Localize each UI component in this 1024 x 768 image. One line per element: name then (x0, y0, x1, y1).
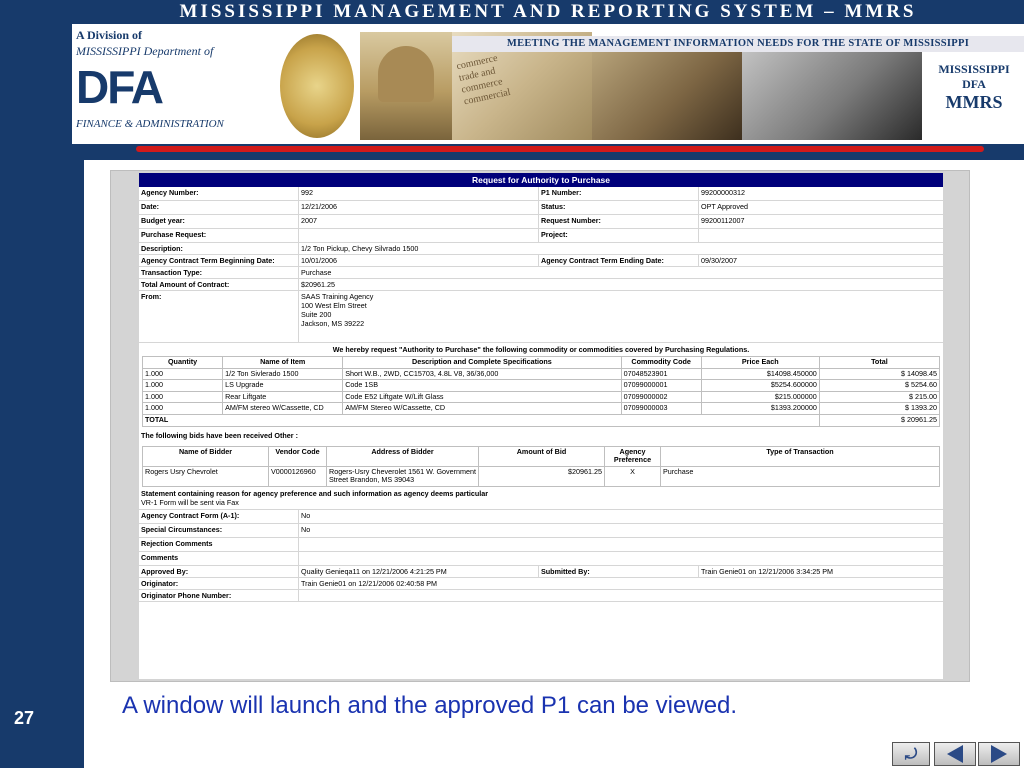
items-total-value: $ 20961.25 (819, 414, 939, 426)
header-value: 99200000312 (701, 188, 745, 197)
bids-table (142, 446, 940, 487)
footer-label: Rejection Comments (139, 538, 299, 551)
header-row (139, 229, 943, 243)
tagline: MEETING THE MANAGEMENT INFORMATION NEEDS FOR THE STATE OF MISSISSIPPI (452, 36, 1024, 52)
from-row (139, 291, 943, 343)
mmrs-logo-state: MISSISSIPPI (938, 62, 1010, 76)
item-row (143, 380, 940, 392)
phone-value (299, 590, 943, 601)
header-label: Purchase Request: (139, 229, 299, 242)
bids-header: Agency Preference (605, 446, 661, 466)
item-row (143, 403, 940, 415)
form-title: Request for Authority to Purchase (139, 173, 943, 187)
item-cell: $ 14098.45 (819, 368, 939, 380)
approved-value: Quality Genieqa11 on 12/21/2006 4:21:25 PM (299, 566, 539, 577)
term-end-value: 09/30/2007 (701, 256, 737, 265)
footer-value: No (301, 510, 311, 520)
items-header: Name of Item (223, 357, 343, 369)
statement-block (139, 487, 943, 510)
from-line: Suite 200 (301, 310, 332, 319)
header-value: 12/21/2006 (299, 201, 539, 214)
from-label: From: (139, 291, 299, 342)
term-row (139, 255, 943, 267)
bid-cell: V0000126960 (269, 466, 327, 486)
arrow-left-icon (947, 745, 963, 763)
bids-header: Vendor Code (269, 446, 327, 466)
footer-value (299, 552, 943, 565)
item-cell: 07099000002 (621, 391, 701, 403)
header-row (139, 187, 943, 201)
capitol-dome-icon (378, 46, 434, 102)
item-cell: $5254.600000 (701, 380, 819, 392)
items-body (143, 368, 940, 414)
item-cell: $14098.450000 (701, 368, 819, 380)
item-cell: AM/FM stereo W/Cassette, CD (223, 403, 343, 415)
header-label: Date: (139, 201, 299, 214)
item-cell: 07099000003 (621, 403, 701, 415)
bids-header: Amount of Bid (479, 446, 605, 466)
item-cell: $ 5254.60 (819, 380, 939, 392)
items-total-row (143, 414, 940, 426)
dept-label: MISSISSIPPI Department of (76, 44, 214, 58)
footer-row (139, 552, 943, 566)
description-value: 1/2 Ton Pickup, Chevy Silvrado 1500 (301, 244, 419, 253)
from-value (299, 291, 943, 342)
submitted-value: Train Genie01 on 12/21/2006 3:34:25 PM (701, 566, 833, 576)
mmrs-logo-mmrs: MMRS (945, 92, 1003, 112)
items-header: Commodity Code (621, 357, 701, 369)
term-begin-label: Agency Contract Term Beginning Date: (139, 255, 299, 266)
item-cell: $ 1393.20 (819, 403, 939, 415)
footer-row (139, 510, 943, 524)
transaction-label: Transaction Type: (139, 267, 299, 278)
purchase-form (139, 173, 943, 679)
item-cell: 1.000 (143, 368, 223, 380)
footer-value (299, 538, 943, 551)
mmrs-logo-dfa: DFA (962, 77, 986, 91)
header-label: Budget year: (139, 215, 299, 228)
item-cell: $ 215.00 (819, 391, 939, 403)
handshake-photo (592, 52, 742, 140)
item-cell: 07048523901 (621, 368, 701, 380)
submitted-label: Submitted By: (539, 566, 699, 577)
header-row (139, 201, 943, 215)
finance-label: FINANCE & ADMINISTRATION (76, 118, 224, 130)
dfa-logo: DFA (76, 61, 162, 113)
from-line: Jackson, MS 39222 (301, 319, 365, 328)
bids-header: Address of Bidder (327, 446, 479, 466)
mmrs-logo (924, 56, 1024, 140)
header-row (139, 215, 943, 229)
header-value: OPT Approved (701, 202, 749, 211)
statement-heading: Statement containing reason for agency preference and such information as agency deems particular (141, 488, 489, 498)
bid-cell: $20961.25 (479, 466, 605, 486)
footer-row (139, 524, 943, 538)
u-turn-icon: ⤾ (904, 745, 918, 763)
term-end-label: Agency Contract Term Ending Date: (539, 255, 699, 266)
state-seal-icon (280, 34, 354, 138)
banner-title: MISSISSIPPI MANAGEMENT AND REPORTING SYSTEM – MMRS (72, 0, 1024, 24)
footer-rows (139, 510, 943, 566)
bid-cell: Rogers Usry Chevrolet (143, 466, 269, 486)
total-value: $20961.25 (301, 280, 335, 289)
request-note: We hereby request "Authority to Purchase" the following commodity or commodities covered by Purchasing Regulations. (332, 345, 750, 354)
header-label: Project: (539, 229, 699, 242)
originator-row (139, 578, 943, 590)
bid-cell: Rogers-Usry Cheverolet 1561 W. Government Street Brandon, MS 39043 (327, 466, 479, 486)
next-button[interactable] (978, 742, 1020, 766)
bid-cell: X (605, 466, 661, 486)
item-cell: 1/2 Ton Sivlerado 1500 (223, 368, 343, 380)
previous-button[interactable] (934, 742, 976, 766)
phone-label: Originator Phone Number: (139, 590, 299, 601)
footer-value: No (301, 524, 311, 534)
bids-header: Name of Bidder (143, 446, 269, 466)
items-header-row (143, 357, 940, 369)
form-screenshot (110, 170, 970, 682)
header-value: 2007 (299, 215, 539, 228)
approved-label: Approved By: (139, 566, 299, 577)
header-value: 99200112007 (701, 216, 745, 225)
item-row (143, 368, 940, 380)
items-header: Price Each (701, 357, 819, 369)
header-value (299, 229, 539, 242)
bids-header: Type of Transaction (661, 446, 940, 466)
bid-row (143, 466, 940, 486)
item-cell: Code 1SB (343, 380, 621, 392)
commerce-photo-text: commerce trade and commerce commercial (455, 52, 512, 108)
from-line: 100 West Elm Street (301, 301, 367, 310)
items-table (142, 356, 940, 427)
item-cell: AM/FM Stereo W/Cassette, CD (343, 403, 621, 415)
items-header: Total (819, 357, 939, 369)
item-cell: $1393.200000 (701, 403, 819, 415)
header-label: Request Number: (539, 215, 699, 228)
bids-body (143, 466, 940, 486)
item-row (143, 391, 940, 403)
originator-value: Train Genie01 on 12/21/2006 02:40:58 PM (301, 578, 437, 588)
item-cell: $215.000000 (701, 391, 819, 403)
phone-row (139, 590, 943, 602)
header-label: Status: (539, 201, 699, 214)
item-cell: 1.000 (143, 380, 223, 392)
total-row (139, 279, 943, 291)
header-rows (139, 187, 943, 243)
item-cell: Rear Liftgate (223, 391, 343, 403)
bid-cell: Purchase (661, 466, 940, 486)
item-cell: Code E52 Liftgate W/Lift Glass (343, 391, 621, 403)
banner (72, 0, 1024, 144)
header-value (699, 229, 943, 242)
description-row (139, 243, 943, 255)
transaction-row (139, 267, 943, 279)
footer-row (139, 538, 943, 552)
item-cell: 1.000 (143, 391, 223, 403)
originator-label: Originator: (139, 578, 299, 589)
division-label: A Division of (76, 28, 143, 42)
home-button[interactable] (892, 742, 930, 766)
header-label: Agency Number: (139, 187, 299, 200)
total-label: Total Amount of Contract: (139, 279, 299, 290)
bids-header-row (143, 446, 940, 466)
arrow-right-icon (991, 745, 1007, 763)
term-begin-value: 10/01/2006 (299, 255, 539, 266)
footer-label: Special Circumstances: (139, 524, 299, 537)
item-cell: 1.000 (143, 403, 223, 415)
description-label: Description: (139, 243, 299, 254)
item-cell: LS Upgrade (223, 380, 343, 392)
statement-text: VR-1 Form will be sent via Fax (141, 497, 239, 507)
header-value: 992 (299, 187, 539, 200)
footer-label: Agency Contract Form (A-1): (139, 510, 299, 523)
items-total-label: TOTAL (143, 414, 820, 426)
items-header: Description and Complete Specifications (343, 357, 621, 369)
item-cell: 07099000001 (621, 380, 701, 392)
page-number: 27 (14, 708, 35, 728)
from-line: SAAS Training Agency (301, 292, 374, 301)
footer-label: Comments (139, 552, 299, 565)
bids-heading: The following bids have been received Other : (141, 430, 298, 440)
items-header: Quantity (143, 357, 223, 369)
caption: A window will launch and the approved P1 can be viewed. (122, 692, 738, 719)
red-divider (136, 146, 984, 152)
transaction-value: Purchase (301, 268, 332, 277)
header-label: P1 Number: (539, 187, 699, 200)
keyboard-photo (742, 52, 922, 140)
item-cell: Short W.B., 2WD, CC15703, 4.8L V8, 36/36,000 (343, 368, 621, 380)
approved-row (139, 566, 943, 578)
